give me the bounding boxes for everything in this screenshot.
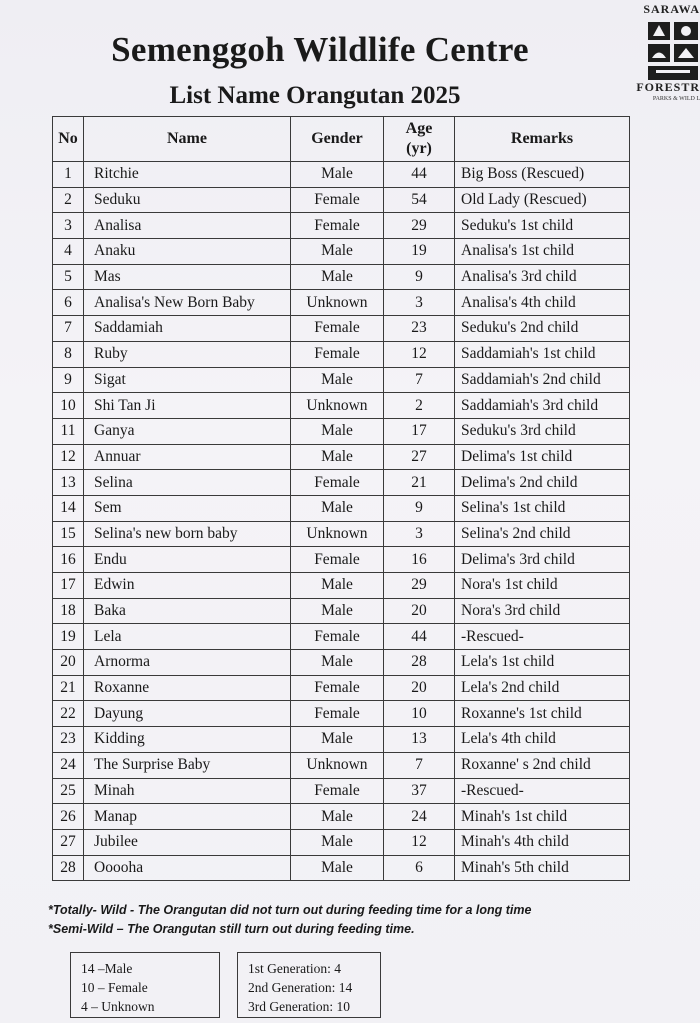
cell-remarks: Big Boss (Rescued) (455, 162, 630, 188)
table-row (53, 239, 630, 265)
cell-name: Roxanne (84, 675, 291, 701)
table-row (53, 290, 630, 316)
gender-summary-male: 14 –Male (81, 961, 133, 976)
cell-age: 20 (384, 675, 455, 701)
cell-age: 7 (384, 752, 455, 778)
cell-remarks: Minah's 4th child (455, 829, 630, 855)
cell-gender: Unknown (291, 521, 384, 547)
col-header-age-line1: Age (405, 120, 433, 137)
cell-name: Anaku (84, 239, 291, 265)
table-row (53, 213, 630, 239)
cell-remarks: Old Lady (Rescued) (455, 187, 630, 213)
table-body (53, 162, 630, 881)
cell-age: 21 (384, 470, 455, 496)
cell-gender: Male (291, 367, 384, 393)
cell-gender: Female (291, 778, 384, 804)
cell-remarks: Seduku's 1st child (455, 213, 630, 239)
cell-name: Analisa's New Born Baby (84, 290, 291, 316)
col-header-age-line2: (yr) (406, 140, 432, 157)
cell-age: 3 (384, 290, 455, 316)
cell-remarks: Minah's 1st child (455, 804, 630, 830)
cell-remarks: Minah's 5th child (455, 855, 630, 881)
cell-remarks: -Rescued- (455, 624, 630, 650)
cell-name: Lela (84, 624, 291, 650)
cell-age: 16 (384, 547, 455, 573)
cell-remarks: Roxanne's 1st child (455, 701, 630, 727)
cell-no: 27 (53, 829, 84, 855)
cell-no: 18 (53, 598, 84, 624)
cell-age: 29 (384, 573, 455, 599)
cell-gender: Male (291, 264, 384, 290)
cell-no: 28 (53, 855, 84, 881)
cell-name: Sem (84, 495, 291, 521)
cell-no: 20 (53, 650, 84, 676)
table-row (53, 547, 630, 573)
cell-gender: Male (291, 650, 384, 676)
cell-remarks: Selina's 2nd child (455, 521, 630, 547)
cell-gender: Male (291, 855, 384, 881)
cell-no: 19 (53, 624, 84, 650)
cell-name: Ganya (84, 418, 291, 444)
col-header-no: No (53, 117, 84, 162)
cell-remarks: Saddamiah's 1st child (455, 341, 630, 367)
generation-summary-3rd: 3rd Generation: 10 (248, 999, 350, 1014)
table-row (53, 367, 630, 393)
cell-no: 2 (53, 187, 84, 213)
logo-top-text: SARAWA (643, 2, 700, 16)
cell-age: 23 (384, 316, 455, 342)
cell-age: 13 (384, 727, 455, 753)
cell-remarks: Lela's 1st child (455, 650, 630, 676)
note-semi-wild: *Semi-Wild – The Orangutan still turn out during feeding time. (48, 922, 415, 936)
table-row (53, 675, 630, 701)
page-subtitle: List Name Orangutan 2025 (169, 82, 461, 109)
logo-brand-text: FORESTR (636, 80, 700, 94)
gender-summary-unknown: 4 – Unknown (81, 999, 155, 1014)
cell-remarks: Seduku's 3rd child (455, 418, 630, 444)
cell-remarks: Analisa's 1st child (455, 239, 630, 265)
cell-no: 14 (53, 495, 84, 521)
cell-age: 17 (384, 418, 455, 444)
cell-age: 24 (384, 804, 455, 830)
sarawak-forestry-logo (636, 0, 700, 112)
table-row (53, 264, 630, 290)
legend-notes (48, 901, 648, 939)
cell-no: 1 (53, 162, 84, 188)
generation-summary-box (237, 952, 381, 1018)
cell-remarks: Analisa's 4th child (455, 290, 630, 316)
cell-no: 16 (53, 547, 84, 573)
col-header-age (384, 117, 455, 162)
cell-name: Arnorma (84, 650, 291, 676)
cell-gender: Male (291, 598, 384, 624)
cell-remarks: Saddamiah's 3rd child (455, 393, 630, 419)
cell-remarks: Delima's 3rd child (455, 547, 630, 573)
cell-name: Oooohа (84, 855, 291, 881)
table-row (53, 624, 630, 650)
forestry-emblem-icon (646, 20, 700, 82)
table-row (53, 573, 630, 599)
cell-name: Mas (84, 264, 291, 290)
cell-name: Shi Tan Ji (84, 393, 291, 419)
cell-age: 44 (384, 162, 455, 188)
cell-gender: Female (291, 675, 384, 701)
cell-gender: Male (291, 727, 384, 753)
cell-gender: Female (291, 547, 384, 573)
cell-gender: Male (291, 495, 384, 521)
cell-remarks: Lela's 2nd child (455, 675, 630, 701)
table-row (53, 521, 630, 547)
cell-remarks: Nora's 1st child (455, 573, 630, 599)
table-header-row (53, 117, 630, 162)
cell-age: 20 (384, 598, 455, 624)
cell-name: Baka (84, 598, 291, 624)
cell-name: Seduku (84, 187, 291, 213)
table-row (53, 778, 630, 804)
cell-remarks: Selina's 1st child (455, 495, 630, 521)
table-row (53, 598, 630, 624)
col-header-name: Name (84, 117, 291, 162)
cell-name: Analisa (84, 213, 291, 239)
cell-age: 3 (384, 521, 455, 547)
table-row (53, 829, 630, 855)
gender-summary-box (70, 952, 220, 1018)
cell-remarks: Delima's 1st child (455, 444, 630, 470)
cell-no: 9 (53, 367, 84, 393)
cell-age: 27 (384, 444, 455, 470)
cell-age: 12 (384, 829, 455, 855)
cell-no: 11 (53, 418, 84, 444)
table-row (53, 470, 630, 496)
cell-gender: Male (291, 239, 384, 265)
cell-no: 22 (53, 701, 84, 727)
cell-name: Manap (84, 804, 291, 830)
cell-remarks: Seduku's 2nd child (455, 316, 630, 342)
cell-name: Saddamiah (84, 316, 291, 342)
cell-gender: Female (291, 187, 384, 213)
generation-summary-2nd: 2nd Generation: 14 (248, 980, 353, 995)
cell-remarks: Lela's 4th child (455, 727, 630, 753)
cell-age: 2 (384, 393, 455, 419)
cell-name: Jubilee (84, 829, 291, 855)
cell-age: 7 (384, 367, 455, 393)
cell-no: 23 (53, 727, 84, 753)
cell-no: 24 (53, 752, 84, 778)
cell-name: Sigat (84, 367, 291, 393)
cell-gender: Female (291, 624, 384, 650)
table-row (53, 418, 630, 444)
cell-name: Ruby (84, 341, 291, 367)
table-row (53, 495, 630, 521)
cell-gender: Male (291, 162, 384, 188)
cell-name: The Surprise Baby (84, 752, 291, 778)
cell-gender: Unknown (291, 290, 384, 316)
col-header-remarks: Remarks (455, 117, 630, 162)
note-totally-wild: *Totally- Wild - The Orangutan did not turn out during feeding time for a long time (48, 903, 532, 917)
cell-remarks: Roxanne' s 2nd child (455, 752, 630, 778)
cell-name: Dayung (84, 701, 291, 727)
table-row (53, 444, 630, 470)
table-row (53, 855, 630, 881)
table-row (53, 804, 630, 830)
cell-remarks: Nora's 3rd child (455, 598, 630, 624)
col-header-gender: Gender (291, 117, 384, 162)
cell-name: Endu (84, 547, 291, 573)
cell-name: Selina's new born baby (84, 521, 291, 547)
cell-age: 28 (384, 650, 455, 676)
page-title: Semenggoh Wildlife Centre (111, 30, 529, 69)
table-row (53, 341, 630, 367)
cell-no: 25 (53, 778, 84, 804)
cell-no: 21 (53, 675, 84, 701)
cell-no: 8 (53, 341, 84, 367)
cell-no: 26 (53, 804, 84, 830)
cell-gender: Male (291, 804, 384, 830)
cell-name: Selina (84, 470, 291, 496)
table-row (53, 187, 630, 213)
cell-remarks: Saddamiah's 2nd child (455, 367, 630, 393)
table-row (53, 701, 630, 727)
cell-gender: Female (291, 316, 384, 342)
cell-age: 44 (384, 624, 455, 650)
cell-no: 3 (53, 213, 84, 239)
cell-gender: Male (291, 444, 384, 470)
cell-remarks: -Rescued- (455, 778, 630, 804)
generation-summary-1st: 1st Generation: 4 (248, 961, 341, 976)
cell-age: 6 (384, 855, 455, 881)
cell-name: Annuar (84, 444, 291, 470)
table-row (53, 752, 630, 778)
cell-age: 9 (384, 264, 455, 290)
cell-gender: Female (291, 341, 384, 367)
cell-no: 5 (53, 264, 84, 290)
cell-no: 10 (53, 393, 84, 419)
cell-gender: Male (291, 418, 384, 444)
cell-no: 6 (53, 290, 84, 316)
table-row (53, 162, 630, 188)
table-row (53, 393, 630, 419)
cell-name: Edwin (84, 573, 291, 599)
cell-age: 19 (384, 239, 455, 265)
cell-name: Kidding (84, 727, 291, 753)
table-row (53, 316, 630, 342)
cell-gender: Male (291, 829, 384, 855)
gender-summary-female: 10 – Female (81, 980, 148, 995)
cell-age: 12 (384, 341, 455, 367)
cell-gender: Female (291, 701, 384, 727)
cell-age: 9 (384, 495, 455, 521)
cell-age: 29 (384, 213, 455, 239)
orangutan-table (52, 116, 630, 881)
cell-remarks: Delima's 2nd child (455, 470, 630, 496)
cell-gender: Unknown (291, 752, 384, 778)
cell-gender: Male (291, 573, 384, 599)
logo-sub-text: PARKS & WILD L (652, 96, 700, 102)
cell-gender: Female (291, 213, 384, 239)
cell-no: 17 (53, 573, 84, 599)
cell-no: 7 (53, 316, 84, 342)
cell-no: 12 (53, 444, 84, 470)
cell-remarks: Analisa's 3rd child (455, 264, 630, 290)
cell-no: 15 (53, 521, 84, 547)
cell-name: Minah (84, 778, 291, 804)
cell-no: 13 (53, 470, 84, 496)
cell-age: 10 (384, 701, 455, 727)
cell-gender: Female (291, 470, 384, 496)
cell-gender: Unknown (291, 393, 384, 419)
cell-age: 54 (384, 187, 455, 213)
cell-name: Ritchie (84, 162, 291, 188)
cell-no: 4 (53, 239, 84, 265)
table-row (53, 727, 630, 753)
table-row (53, 650, 630, 676)
cell-age: 37 (384, 778, 455, 804)
